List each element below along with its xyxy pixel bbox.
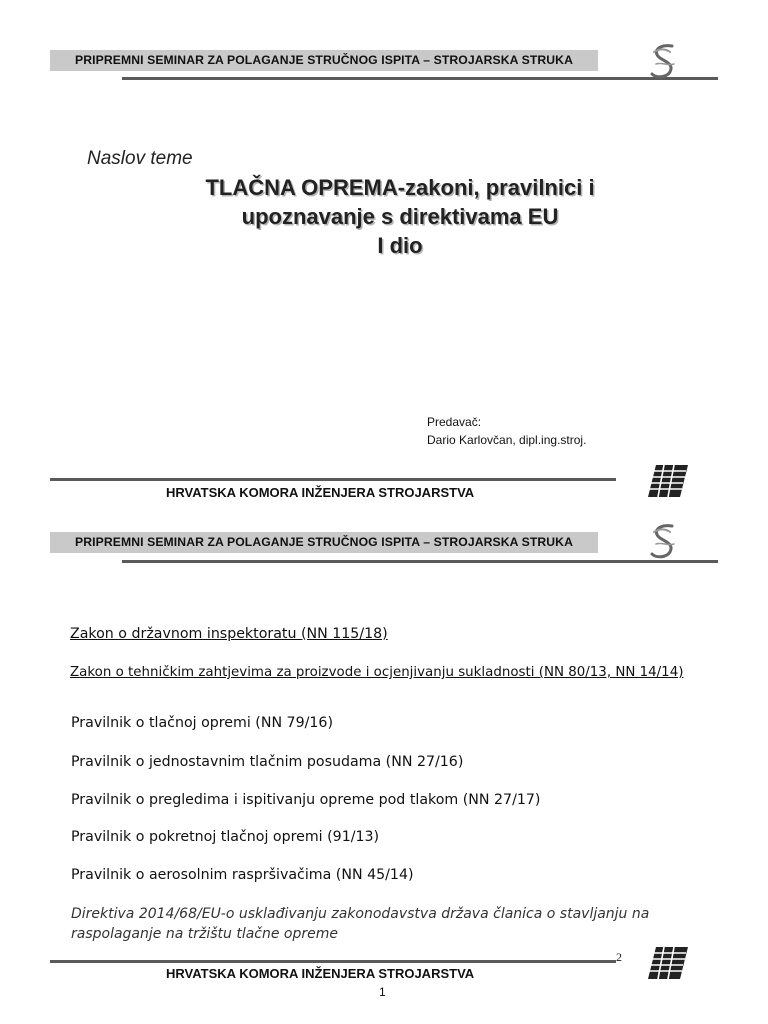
title-line-3: I dio bbox=[377, 233, 423, 258]
regulation-item-2: Pravilnik o jednostavnim tlačnim posudama (NN 27/16) bbox=[71, 754, 464, 770]
regulation-item-1: Pravilnik o tlačnoj opremi (NN 79/16) bbox=[71, 715, 333, 731]
seminar-logo-icon-2 bbox=[646, 520, 682, 562]
slide-number: 2 bbox=[616, 950, 622, 964]
directive-line-2: raspolaganje na tržištu tlačne opreme bbox=[71, 926, 338, 942]
header-rule bbox=[122, 77, 718, 80]
header-banner: PRIPREMNI SEMINAR ZA POLAGANJE STRUČNOG ISPITA – STROJARSKA STRUKA bbox=[50, 50, 598, 71]
law-item-2: Zakon o tehničkim zahtjevima za proizvode i ocjenjivanju sukladnosti (NN 80/13, NN 14/14) bbox=[70, 665, 684, 680]
header-banner-2: PRIPREMNI SEMINAR ZA POLAGANJE STRUČNOG ISPITA – STROJARSKA STRUKA bbox=[50, 532, 598, 553]
regulation-item-3: Pravilnik o pregledima i ispitivanju opreme pod tlakom (NN 27/17) bbox=[71, 792, 541, 808]
chamber-logo-icon-2 bbox=[646, 945, 690, 981]
footer-rule bbox=[50, 478, 616, 481]
law-item-1: Zakon o državnom inspektoratu (NN 115/18) bbox=[70, 626, 388, 642]
regulation-item-5: Pravilnik o aerosolnim raspršivačima (NN 45/14) bbox=[71, 867, 414, 883]
footer-rule-2 bbox=[50, 960, 616, 963]
footer-chamber-name: HRVATSKA KOMORA INŽENJERA STROJARSTVA bbox=[166, 485, 475, 500]
seminar-logo-icon bbox=[646, 40, 682, 82]
directive-text bbox=[71, 904, 661, 944]
chamber-logo-icon bbox=[646, 463, 690, 499]
page-number: 1 bbox=[379, 985, 386, 999]
lecturer-label: Predavač: bbox=[427, 415, 482, 429]
header-rule-2 bbox=[122, 560, 718, 563]
regulation-item-4: Pravilnik o pokretnoj tlačnoj opremi (91/13) bbox=[71, 829, 380, 845]
topic-label: Naslov teme bbox=[87, 148, 193, 169]
footer-chamber-name-2: HRVATSKA KOMORA INŽENJERA STROJARSTVA bbox=[166, 966, 475, 981]
lecturer-name: Dario Karlovčan, dipl.ing.stroj. bbox=[427, 433, 587, 447]
lecturer-block bbox=[427, 413, 586, 449]
directive-line-1: Direktiva 2014/68/EU-o usklađivanju zakonodavstva država članica o stavljanju na bbox=[71, 906, 650, 922]
title-line-2: upoznavanje s direktivama EU bbox=[241, 204, 559, 229]
title-line-1: TLAČNA OPREMA-zakoni, pravilnici i bbox=[205, 175, 595, 200]
presentation-title bbox=[140, 173, 660, 260]
